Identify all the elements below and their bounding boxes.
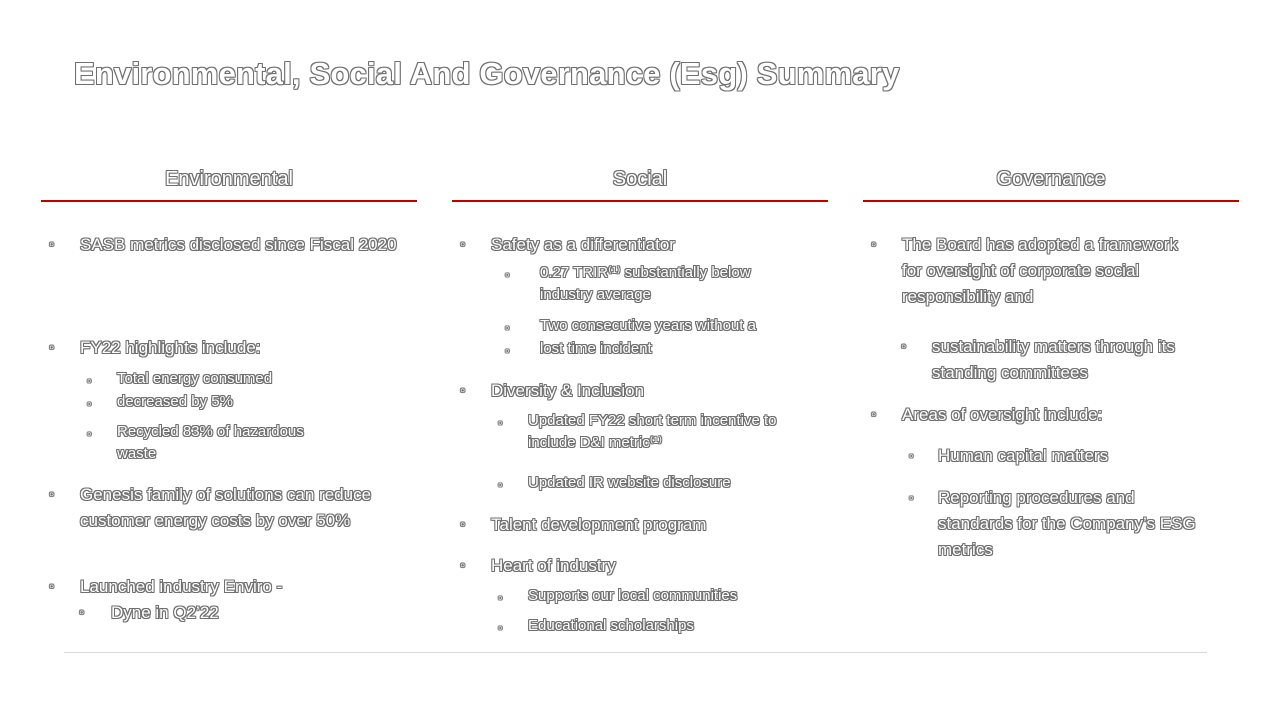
list-item <box>41 421 417 465</box>
governance-heading: Governance <box>863 164 1239 202</box>
list-item-text: 0.27 TRIR⁽¹⁾ substantially below industry average <box>540 264 751 303</box>
bullet-icon: ◦ <box>49 578 55 595</box>
list-item <box>863 232 1239 310</box>
bullet-icon: ◦ <box>87 396 92 411</box>
bullet-icon: ◦ <box>79 604 85 621</box>
list-item <box>41 482 417 534</box>
list-item-text: Diversity & Inclusion <box>491 381 645 400</box>
list-item <box>41 232 417 258</box>
bullet-icon: ◦ <box>505 343 510 358</box>
list-item <box>452 338 828 360</box>
list-item-text: sustainability matters through its standing committees <box>932 337 1175 382</box>
bullet-icon: ◦ <box>909 448 914 463</box>
bullet-icon: ◦ <box>49 339 55 356</box>
list-item <box>452 378 828 404</box>
bullet-icon: ◦ <box>498 477 503 492</box>
list-item-text: Updated IR website disclosure <box>528 474 731 491</box>
bullet-icon: ◦ <box>49 236 55 253</box>
list-item <box>452 262 828 306</box>
bullet-icon: ◦ <box>901 338 907 355</box>
bullet-icon: ◦ <box>460 382 466 399</box>
list-item-text: lost time incident <box>540 340 652 357</box>
list-item-text: Two consecutive years without a <box>540 317 756 334</box>
list-item-text: Talent development program <box>491 515 707 534</box>
environmental-heading: Environmental <box>41 164 417 202</box>
list-item <box>863 402 1239 428</box>
bullet-icon: ◦ <box>87 426 92 441</box>
bullet-icon: ◦ <box>505 320 510 335</box>
bullet-icon: ◦ <box>49 486 55 503</box>
list-item <box>41 391 417 413</box>
bullet-icon: ◦ <box>460 236 466 253</box>
footer-divider <box>64 652 1207 653</box>
social-column <box>452 164 828 635</box>
list-item-text: FY22 highlights include: <box>80 338 261 357</box>
list-item <box>863 443 1239 469</box>
list-item <box>452 553 828 579</box>
environmental-column <box>41 164 417 622</box>
bullet-icon: ◦ <box>460 516 466 533</box>
list-item-text: Safety as a differentiator <box>491 235 675 254</box>
list-item <box>863 334 1239 386</box>
list-item-text: Heart of industry <box>491 556 616 575</box>
bullet-icon: ◦ <box>498 620 503 635</box>
list-item-text: decreased by 5% <box>117 393 233 410</box>
bullet-icon: ◦ <box>460 557 466 574</box>
list-item-text: Genesis family of solutions can reduce customer energy costs by over 50% <box>80 485 372 530</box>
list-item-text: Human capital matters <box>938 446 1109 465</box>
list-item-text: Total energy consumed <box>117 370 273 387</box>
list-item <box>452 615 828 637</box>
bullet-icon: ◦ <box>871 406 877 423</box>
list-item <box>452 585 828 607</box>
list-item-text: Recycled 83% of hazardous waste <box>117 423 304 462</box>
list-item-text: SASB metrics disclosed since Fiscal 2020 <box>80 235 397 254</box>
bullet-icon: ◦ <box>87 373 92 388</box>
list-item-text: Reporting procedures and standards for the Company’s ESG metrics <box>938 488 1196 559</box>
list-item <box>452 410 828 454</box>
list-item-text: Areas of oversight include: <box>902 405 1103 424</box>
list-item-text: Launched industry Enviro - <box>80 577 283 596</box>
governance-column <box>863 164 1239 559</box>
bullet-icon: ◦ <box>505 267 510 282</box>
list-item <box>863 485 1239 563</box>
list-item <box>452 232 828 258</box>
list-item-text: Educational scholarships <box>528 617 694 634</box>
list-item-text: Supports our local communities <box>528 587 738 604</box>
list-item <box>452 472 828 494</box>
bullet-icon: ◦ <box>498 415 503 430</box>
list-item-text: Dyne in Q2’22 <box>111 603 219 622</box>
social-heading: Social <box>452 164 828 202</box>
list-item <box>41 368 417 390</box>
list-item <box>41 600 417 626</box>
list-item-text: Updated FY22 short term incentive to include D&I metric⁽¹⁾ <box>528 412 777 451</box>
page-title: Environmental, Social And Governance (Esg) Summary <box>74 56 900 91</box>
list-item <box>41 574 417 600</box>
bullet-icon: ◦ <box>909 490 914 505</box>
list-item <box>41 335 417 361</box>
bullet-icon: ◦ <box>498 590 503 605</box>
list-item <box>452 315 828 337</box>
list-item <box>452 512 828 538</box>
bullet-icon: ◦ <box>871 236 877 253</box>
list-item-text: The Board has adopted a framework for oversight of corporate social responsibility and <box>902 235 1178 306</box>
